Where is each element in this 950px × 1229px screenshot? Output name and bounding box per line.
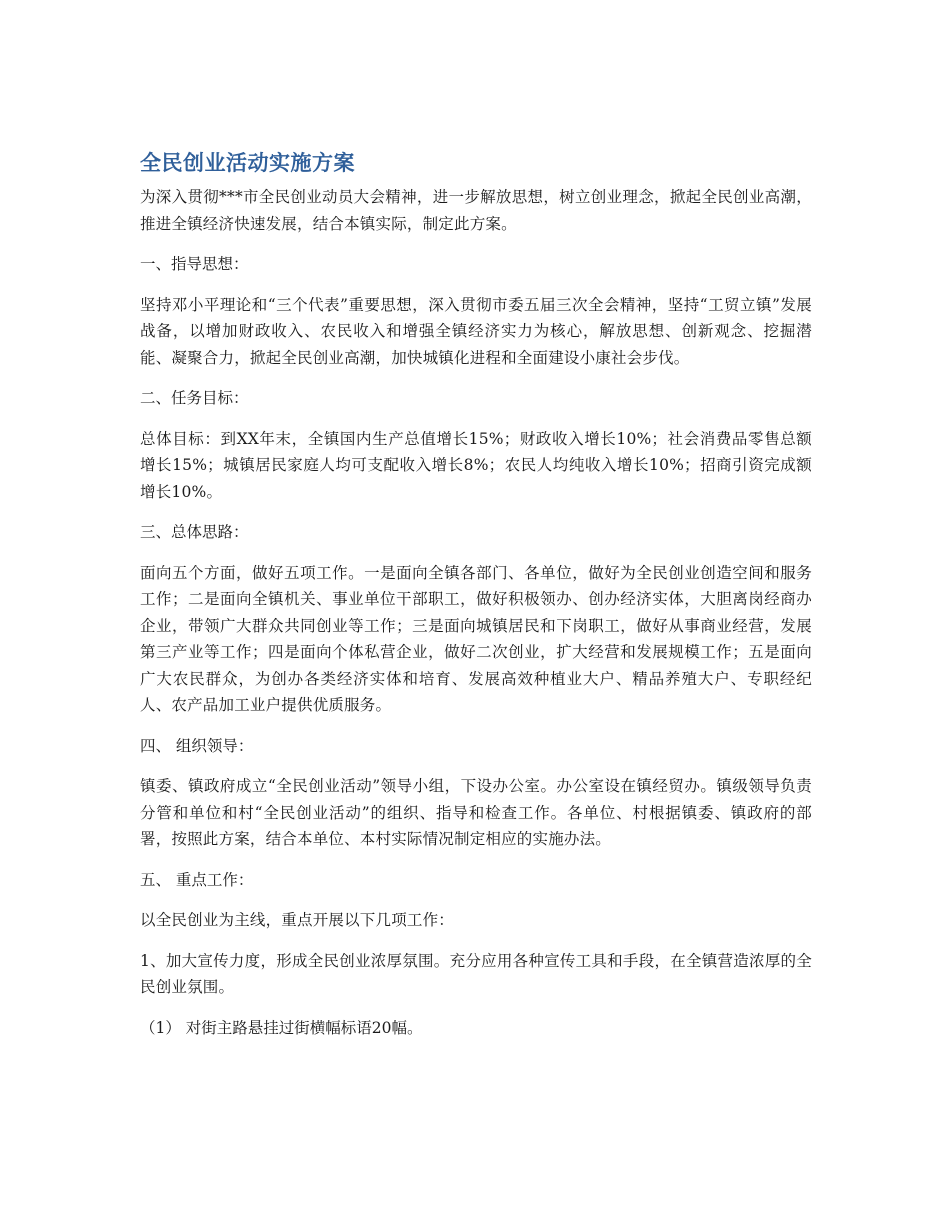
section-body-key-work: 以全民创业为主线，重点开展以下几项工作：	[140, 911, 455, 929]
section-body-guiding-thought: 坚持邓小平理论和“三个代表”重要思想，深入贯彻市委五届三次全会精神，坚持“工贸立镇”发展战备，以增加财政收入、农民收入和增强全镇经济实力为核心，解放思想、创新观念、挖掘潜能、凝聚合力，掀起全民创业高潮，加快城镇化进程和全面建设小康社会步伐。	[140, 295, 812, 367]
document-title: 全民创业活动实施方案	[140, 151, 355, 175]
document-page	[140, 146, 812, 1041]
section-body-overall-approach: 面向五个方面，做好五项工作。一是面向全镇各部门、各单位，做好为全民创业创造空间和服务工作；二是面向全镇机关、事业单位干部职工，做好积极领办、创办经济实体，大胆离岗经商办企业，带领广大群众共同创业等工作；三是面向城镇居民和下岗职工，做好从事商业经营，发展第三产业等工作；四是面向个体私营企业，做好二次创业，扩大经营和发展规模工作；五是面向广大农民群众，为创办各类经济实体和培育、发展高效种植业大户、精品养殖大户、专职经纪人、农产品加工业户提供优质服务。	[140, 563, 812, 714]
section-body-leadership: 镇委、镇政府成立“全民创业活动”领导小组，下设办公室。办公室设在镇经贸办。镇级领导负责分管和单位和村“全民创业活动”的组织、指导和检查工作。各单位、村根据镇委、镇政府的部署，按照此方案，结合本单位、本村实际情况制定相应的实施办法。	[140, 777, 812, 848]
section-heading-key-work: 五、 重点工作：	[140, 870, 254, 889]
key-work-subitem-1: （1） 对街主路悬挂过街横幅标语20幅。	[140, 1018, 423, 1037]
section-heading-task-goals: 二、任务目标：	[140, 389, 249, 407]
section-heading-guiding-thought: 一、指导思想：	[140, 255, 249, 273]
section-heading-overall-approach: 三、总体思路：	[140, 523, 249, 541]
section-body-task-goals: 总体目标：到XX年末，全镇国内生产总值增长15%；财政收入增长10%；社会消费品零售总额增长15%；城镇居民家庭人均可支配收入增长8%；农民人均纯收入增长10%；招商引资完成额增长10%。	[140, 429, 812, 501]
key-work-item-1: 1、加大宣传力度，形成全民创业浓厚氛围。充分应用各种宣传工具和手段，在全镇营造浓厚的全民创业氛围。	[140, 951, 812, 996]
section-heading-leadership: 四、 组织领导：	[140, 736, 254, 755]
intro-paragraph: 为深入贯彻***市全民创业动员大会精神，进一步解放思想，树立创业理念，掀起全民创业高潮，推进全镇经济快速发展，结合本镇实际，制定此方案。	[140, 188, 812, 233]
